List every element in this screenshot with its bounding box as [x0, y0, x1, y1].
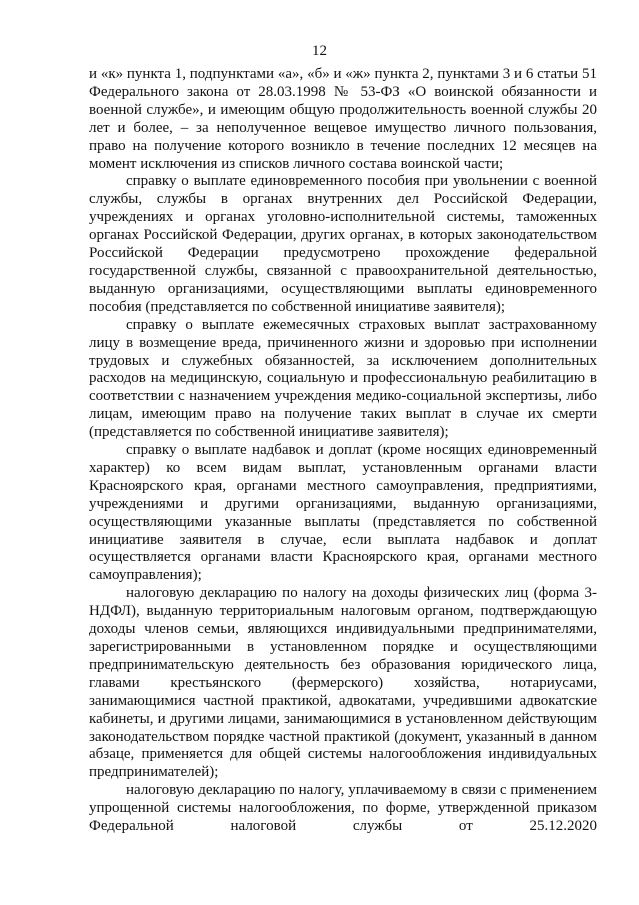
document-body: [89, 66, 597, 836]
paragraph-lump-sum-benefit: справку о выплате единовременного пособия при увольнении с военной службы, службы в органах внутренних дел Российской Федерации, учреждениях и органах уголовно-исполнительной системы, таможенных органах Российской Федерации, других органах, в которых законодательством Российской Федерации предусмотрено прохождение федеральной государственной службы, связанной с правоохранительной деятельностью, выданную организациями, осуществляющими выплаты единовременного пособия (представляется по собственной инициативе заявителя);: [89, 173, 597, 315]
page-number: 12: [312, 43, 327, 59]
paragraph-tax-declaration-usn: налоговую декларацию по налогу, уплачиваемому в связи с применением упрощенной системы налогообложения, по форме, утвержденной приказом Федеральной налоговой службы от 25.12.2020: [89, 782, 597, 835]
paragraph-allowances: справку о выплате надбавок и доплат (кроме носящих единовременный характер) ко всем видам выплат, установленным органами власти Красноярского края, органами местного самоуправления, предприятиями, учреждениями и другими организациями, выданную организациями, осуществляющими указанные выплаты (представляется по собственной инициативе заявителя в случае, если выплата надбавок и доплат осуществляется органами власти Красноярского края, органами местного самоуправления);: [89, 442, 597, 584]
paragraph-insurance-payments: справку о выплате ежемесячных страховых выплат застрахованному лицу в возмещение вреда, причиненного жизни и здоровью при исполнении трудовых и служебных обязанностей, за исключением дополнительных расходов на медицинскую, социальную и профессиональную реабилитацию в соответствии с назначением учреждения медико-социальной экспертизы, либо лицам, имеющим право на получение таких выплат в случае их смерти (представляется по собственной инициативе заявителя);: [89, 316, 597, 441]
paragraph-tax-declaration-3ndfl: налоговую декларацию по налогу на доходы физических лиц (форма 3-НДФЛ), выданную территориальным налоговым органом, подтверждающую доходы членов семьи, являющихся индивидуальными предпринимателями, зарегистрированными в установленном порядке и осуществляющими предпринимательскую деятельность без образования юридического лица, главами крестьянского (фермерского) хозяйства, нотариусами, занимающимися частной практикой, адвокатами, учредившими адвокатские кабинеты, и другими лицами, занимающимися в установленном действующим законодательством порядке частной практикой (документ, указанный в данном абзаце, применяется для общей системы налогообложения индивидуальных предпринимателей);: [89, 585, 597, 781]
paragraph-continuation: и «к» пункта 1, подпунктами «а», «б» и «ж» пункта 2, пунктами 3 и 6 статьи 51 Федерального закона от 28.03.1998 № 53-ФЗ «О воинской обязанности и военной службе», и имеющим общую продолжительность военной службы 20 лет и более, – за неполученное вещевое имущество личного пользования, право на получение которого возникло в течение последних 12 месяцев на момент исключения из списков личного состава воинской части;: [89, 66, 597, 172]
